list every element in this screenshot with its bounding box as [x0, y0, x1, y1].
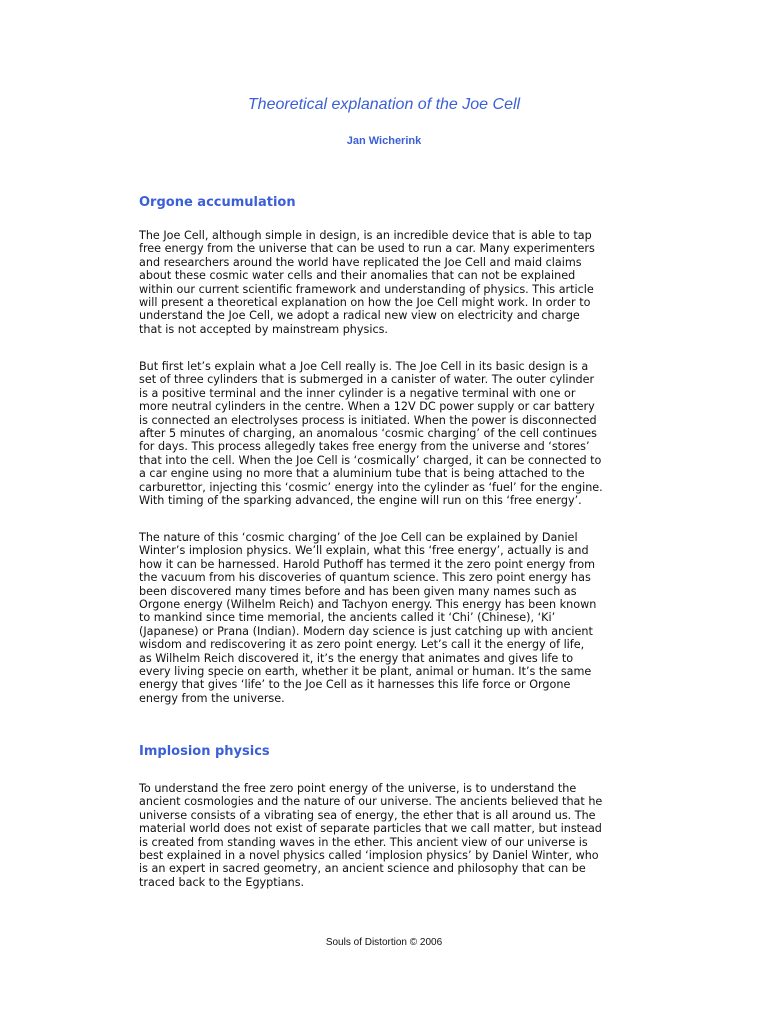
text-line: that into the cell. When the Joe Cell is ‘cosmically’ charged, it can be connected to — [139, 453, 602, 467]
text-line: ancient cosmologies and the nature of our universe. The ancients believed that he — [139, 795, 603, 809]
text-line: as Wilhelm Reich discovered it, it’s the energy that animates and gives life to — [139, 651, 574, 665]
text-line: a car engine using no more that a aluminium tube that is being attached to the — [139, 467, 585, 481]
paragraph-orgone-1 — [139, 229, 633, 336]
document-author: Jan Wicherink — [346, 135, 422, 147]
text-line: material world does not exist of separate particles that we call matter, but instead — [139, 822, 602, 836]
text-line: is connected an electrolyses process is initiated. When the power is disconnected — [139, 413, 597, 427]
text-line: and researchers around the world have replicated the Joe Cell and maid claims — [139, 255, 582, 269]
text-line: carburettor, injecting this ‘cosmic’ energy into the cylinder as ‘fuel’ for the engine. — [139, 480, 603, 494]
text-line: been discovered many times before and has been given many names such as — [139, 584, 577, 598]
page-footer: Souls of Distortion © 2006 — [325, 937, 443, 948]
text-line: every living specie on earth, whether it be plant, animal or human. It’s the same — [139, 665, 592, 679]
text-line: traced back to the Egyptians. — [139, 875, 305, 889]
text-line: To understand the free zero point energy of the universe, is to understand the — [139, 782, 577, 795]
section-heading-implosion-physics: Implosion physics — [139, 744, 270, 759]
text-line: the vacuum from his discoveries of quantum science. This zero point energy has — [139, 571, 591, 585]
paragraph-implosion-1 — [139, 782, 633, 889]
text-line: wisdom and rediscovering it as zero point energy. Let’s call it the energy of life, — [139, 638, 585, 652]
text-line: will present a theoretical explanation on how the Joe Cell might work. In order to — [139, 296, 591, 310]
text-line: Orgone energy (Wilhelm Reich) and Tachyon energy. This energy has been known — [139, 598, 597, 612]
paragraph-orgone-3 — [139, 531, 633, 705]
text-line: The Joe Cell, although simple in design, is an incredible device that is able to tap — [139, 229, 592, 242]
text-line: The nature of this ‘cosmic charging’ of the Joe Cell can be explained by Daniel — [139, 531, 578, 544]
text-line: best explained in a novel physics called ‘implosion physics’ by Daniel Winter, who — [139, 849, 599, 863]
text-line: energy from the universe. — [139, 691, 285, 705]
text-line: But first let’s explain what a Joe Cell really is. The Joe Cell in its basic design is a — [139, 360, 589, 373]
text-line: for days. This process allegedly takes free energy from the universe and ‘stores’ — [139, 440, 590, 454]
text-line: is an expert in sacred geometry, an ancient science and philosophy that can be — [139, 862, 586, 876]
text-line: understand the Joe Cell, we adopt a radical new view on electricity and charge — [139, 309, 580, 323]
text-line: (Japanese) or Prana (Indian). Modern day science is just catching up with ancient — [139, 624, 593, 638]
document-title: Theoretical explanation of the Joe Cell — [247, 96, 521, 113]
text-line: free energy from the universe that can be used to run a car. Many experimenters — [139, 242, 595, 256]
text-line: within our current scientific framework and understanding of physics. This article — [139, 282, 594, 296]
text-line: to mankind since time memorial, the ancients called it ‘Chi’ (Chinese), ‘Ki’ — [139, 611, 556, 625]
text-line: after 5 minutes of charging, an anomalous ‘cosmic charging’ of the cell continues — [139, 427, 598, 441]
text-line: is a positive terminal and the inner cylinder is a negative terminal with one or — [139, 386, 576, 400]
text-line: how it can be harnessed. Harold Puthoff has termed it the zero point energy from — [139, 557, 595, 571]
text-line: Winter’s implosion physics. We’ll explain, what this ‘free energy’, actually is and — [139, 544, 589, 558]
text-line: set of three cylinders that is submerged in a canister of water. The outer cylinder — [139, 373, 595, 387]
text-line: is created from standing waves in the ether. This ancient view of our universe is — [139, 835, 588, 849]
text-line: With timing of the sparking advanced, the engine will run on this ‘free energy’. — [139, 494, 582, 508]
text-line: universe consists of a vibrating sea of energy, the ether that is all around us. The — [139, 808, 596, 822]
text-line: that is not accepted by mainstream physics. — [139, 322, 388, 336]
text-line: about these cosmic water cells and their anomalies that can not be explained — [139, 269, 576, 283]
section-heading-orgone-accumulation: Orgone accumulation — [139, 195, 296, 210]
text-line: more neutral cylinders in the centre. When a 12V DC power supply or car battery — [139, 400, 595, 414]
text-line: energy that gives ‘life’ to the Joe Cell as it harnesses this life force or Orgone — [139, 678, 571, 692]
paragraph-orgone-2 — [139, 360, 633, 507]
